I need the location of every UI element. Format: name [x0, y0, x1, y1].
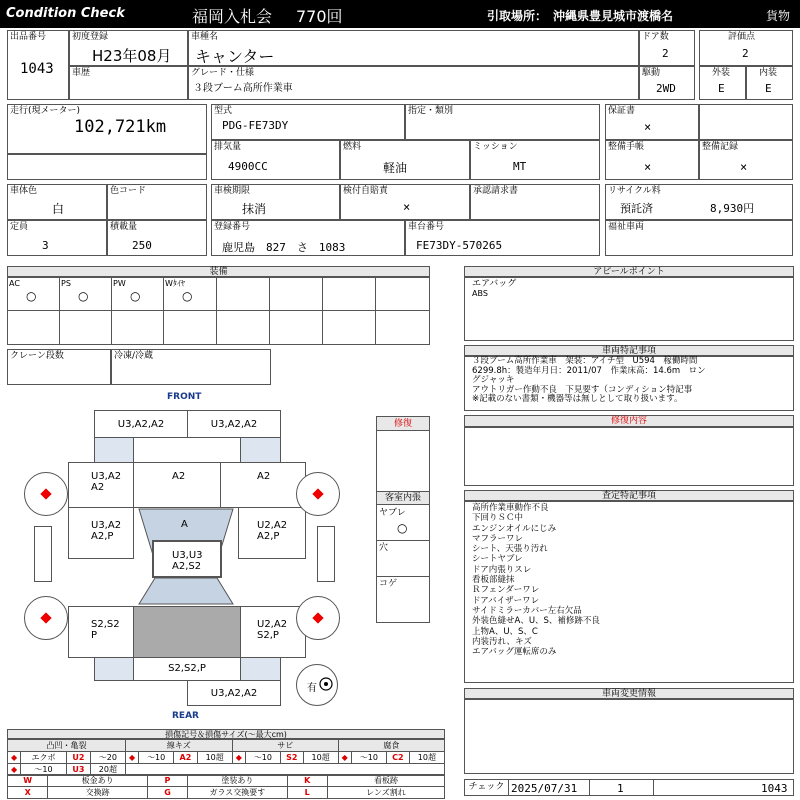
recycle-box [605, 184, 793, 220]
appraisal-line-3: マフラーワレ [472, 533, 524, 544]
legend-marker-icon: ◆ [8, 764, 21, 776]
cabin-ana-label: 穴 [379, 543, 389, 553]
legend-group-rust: サビ [232, 740, 338, 752]
repair-content-box [464, 427, 794, 486]
appraisal-line-9: ドアバイザーワレ [472, 595, 540, 606]
legend-code: U3 [66, 764, 90, 776]
wheel-front-right [296, 472, 340, 516]
legend-title: 損傷記号＆損傷サイズ(～最大cm) [7, 729, 445, 739]
check-label: チェック [465, 780, 509, 795]
legend-cell: ～10 [351, 752, 386, 764]
refrig-box [111, 349, 271, 385]
legend-code-p: P [147, 775, 187, 787]
cell-hood-left: A2 [133, 462, 221, 508]
refrig-label: 冷凍/冷蔵 [114, 351, 154, 361]
appraisal-line-14: エアバッグ運転席のみ [472, 647, 557, 658]
cell-rear-left-outer: S2,S2 P [68, 606, 134, 658]
legend-code-w-text: 板金あり [48, 775, 147, 787]
load: 250 [132, 239, 152, 252]
appraisal-line-6: ドア内張りスレ [472, 564, 532, 575]
inspection-label: 車検期限 [214, 186, 251, 196]
equipment-ps [59, 277, 112, 311]
body-color-box [7, 184, 107, 220]
front-label: FRONT [167, 392, 202, 402]
equipment-empty-9 [216, 310, 270, 345]
appraisal-line-8: Ｒフェンダーワレ [472, 585, 540, 596]
spare-tire [296, 664, 338, 706]
inspection: 抹消 [242, 202, 267, 216]
repair-content-title: 修復内容 [464, 415, 794, 427]
legend-cell: 10超 [197, 752, 232, 764]
interior-label: 内装 [759, 68, 778, 78]
legend-marker-icon: ◆ [338, 752, 351, 764]
fuel: 軽油 [383, 161, 408, 175]
appraisal-line-13: 内装汚れ、キズ [472, 636, 532, 647]
cell-rear-center: S2,S2,P [133, 657, 241, 681]
legend-cell: ～10 [21, 764, 67, 776]
warranty: × [644, 120, 652, 134]
equipment-ps-mark: ○ [78, 289, 89, 303]
cell-windshield: A [181, 519, 188, 530]
first-reg-box [69, 30, 188, 66]
damage-diagram [0, 388, 460, 728]
crane-label: クレーン段数 [10, 351, 64, 361]
chassis: FE73DY-570265 [416, 239, 503, 252]
special-line-1: 6299.8h：製造年月日：2011/07 作業床高：14.6m ロン [472, 365, 706, 376]
equipment-wtire-label: Wﾀｲﾔ [165, 279, 185, 288]
mission-label: ミッション [473, 142, 518, 152]
model: PDG-FE73DY [222, 119, 289, 132]
change-title: 車両変更情報 [464, 688, 794, 699]
repair-box [376, 416, 430, 492]
legend-marker-icon: ◆ [125, 752, 138, 764]
car-name-box [188, 30, 639, 66]
model-box [211, 104, 405, 140]
footer-divider-1 [589, 780, 590, 795]
appeal-line-0: エアバッグ [472, 279, 517, 289]
legend-code-g: G [147, 787, 187, 799]
legend-code: U2 [66, 752, 90, 764]
cell-rear-right-outer: U2,A2 S2,P [240, 606, 306, 658]
appraisal-title: 査定特記事項 [464, 490, 794, 501]
equipment-ps-label: PS [61, 279, 71, 288]
rear-window-shape [133, 576, 239, 606]
designation-label: 指定・類別 [408, 106, 454, 116]
displacement-box [211, 140, 340, 180]
equipment-pw [111, 277, 164, 311]
maintenance-record-box [699, 140, 793, 180]
special-text [472, 357, 706, 405]
doors: 2 [662, 47, 669, 60]
equipment-ac-mark: ○ [26, 289, 37, 303]
warranty-label: 保証書 [608, 106, 636, 116]
repair-label: 修復 [377, 417, 429, 431]
equipment-empty-3 [322, 277, 376, 311]
legend-marker-icon: ◆ [232, 752, 245, 764]
appraisal-line-12: 上物A、U、S、C [472, 626, 538, 637]
maintenance-record-label: 整備記録 [702, 142, 739, 152]
legend-code: S2 [280, 752, 303, 764]
cell-hood-right: A2 [220, 462, 306, 508]
special-box [464, 356, 794, 411]
appraisal-box [464, 501, 794, 683]
crane-box [7, 349, 111, 385]
chassis-label: 車台番号 [408, 222, 445, 232]
appeal-line-1: ABS [472, 289, 488, 298]
pickup-place: 沖縄県豊見城市渡橋名 [553, 9, 674, 23]
cabin-yabure-mark: ○ [397, 521, 408, 535]
rating-box [699, 30, 793, 66]
chassis-box [405, 220, 600, 256]
wheel-rear-right [296, 596, 340, 640]
vehicle-category: 貨物 [766, 9, 791, 23]
cell-rear-left-corner [94, 657, 134, 681]
interior-box [746, 66, 793, 100]
capacity: 3 [42, 239, 49, 252]
grade: ３段ブーム高所作業車 [193, 83, 293, 94]
legend-cell: 10超 [409, 752, 444, 764]
equipment-grid [7, 277, 430, 345]
recycle-status: 預託済 [620, 202, 653, 215]
spare-tire-label: 有 [307, 683, 317, 694]
special-line-2: グジャッキ [472, 375, 515, 386]
legend-code-x: X [8, 787, 48, 799]
maintenance-record: × [740, 160, 748, 174]
cell-front-mid [133, 437, 241, 463]
cell-front-right-corner [240, 437, 281, 463]
mileage-label: 走行(現メーター) [10, 106, 81, 116]
first-reg-label: 初度登録 [72, 32, 109, 42]
liability: × [403, 200, 411, 214]
change-box [464, 699, 794, 774]
color-code-box [107, 184, 207, 220]
cell-rear-deck [133, 606, 241, 658]
equipment-empty-1 [216, 277, 270, 311]
maintenance-book: × [644, 160, 652, 174]
cell-rear-right-corner [240, 657, 281, 681]
inspection-box [211, 184, 340, 220]
auction-number: 770回 [296, 7, 343, 26]
check-count: 1 [617, 782, 624, 795]
legend-group-corrosion: 腐食 [338, 740, 444, 752]
exterior-label: 外装 [712, 68, 731, 78]
cell-top-left: U3,A2,A2 [94, 410, 188, 438]
header-bar [0, 0, 800, 28]
capacity-box [7, 220, 107, 256]
equipment-wtire-mark: ○ [182, 289, 193, 303]
designation-box [405, 104, 600, 140]
wheel-rear-right-marker-icon [312, 612, 323, 623]
reg-no-box [211, 220, 405, 256]
special-line-4: ※記載のない書類・機器等は無しとして取り扱います。 [472, 394, 683, 405]
legend-group-scratch: 線キズ [125, 740, 232, 752]
drive-box [639, 66, 695, 100]
legend-code-k-text: 看板跡 [327, 775, 444, 787]
wheel-rear-left-marker-icon [40, 612, 51, 623]
cabin-koge-label: コゲ [379, 579, 398, 589]
legend-code-k: K [287, 775, 327, 787]
liability-label: 検付自賠責 [343, 186, 389, 196]
model-label: 型式 [214, 106, 233, 116]
footer-divider-2 [653, 780, 654, 795]
wheel-front-left-marker-icon [40, 488, 51, 499]
interior: E [765, 82, 772, 95]
mileage: 102,721km [74, 117, 167, 137]
body-color-label: 車体色 [10, 186, 38, 196]
equipment-empty-11 [322, 310, 376, 345]
check-date: 2025/07/31 [511, 782, 578, 795]
load-box [107, 220, 207, 256]
right-side-panel [317, 526, 335, 582]
appraisal-line-2: エンジンオイルにじみ [472, 523, 557, 534]
legend-size-table [7, 739, 445, 776]
warranty-box [605, 104, 699, 140]
legend-code-table [7, 774, 445, 799]
legend-cell: 20超 [90, 764, 125, 776]
lot-number-label: 出品番号 [10, 32, 47, 42]
legend-cell: ～10 [139, 752, 174, 764]
equipment-empty-6 [59, 310, 112, 345]
equipment-empty-7 [111, 310, 164, 345]
legend-code-p-text: 塗装あり [188, 775, 287, 787]
cabin-yabure-label: ヤブレ [379, 508, 406, 518]
special-title: 車両特記事項 [464, 345, 794, 356]
appraisal-line-4: シート、天張り汚れ [472, 544, 548, 555]
appraisal-line-1: 下回りＳＣ中 [472, 513, 524, 524]
history-label: 車歴 [72, 68, 91, 78]
maintenance-book-box [605, 140, 699, 180]
lot-number-box [7, 30, 69, 100]
equipment-ac-label: AC [9, 279, 20, 288]
equipment-ac [7, 277, 60, 311]
reg-no-label: 登録番号 [214, 222, 251, 232]
appraisal-text [472, 503, 600, 657]
rating: 2 [742, 47, 749, 60]
mileage-box [7, 104, 207, 154]
color-code-label: 色コード [110, 186, 147, 196]
legend-cell: ～20 [90, 752, 125, 764]
legend-code-l: L [287, 787, 327, 799]
wheel-front-left [24, 472, 68, 516]
cell-front-left-corner [94, 437, 134, 463]
appraisal-line-10: サイドミラーカバー左右欠品 [472, 605, 582, 616]
equipment-wtire [163, 277, 217, 311]
legend-marker-icon: ◆ [8, 752, 21, 764]
legend-code-l-text: レンズ割れ [327, 787, 444, 799]
exterior: E [718, 82, 725, 95]
appraisal-line-7: 看板部縫抹 [472, 575, 515, 586]
left-side-panel [34, 526, 52, 582]
legend-code: A2 [174, 752, 197, 764]
grade-label: グレード・仕様 [191, 68, 255, 78]
equipment-empty-5 [7, 310, 60, 345]
appeal-title: アピールポイント [464, 266, 794, 277]
doors-box [639, 30, 695, 66]
load-label: 積載量 [110, 222, 138, 232]
wheel-rear-left [24, 596, 68, 640]
cabin-box [376, 491, 430, 623]
cell-mid-right-outer: U2,A2 A2,P [238, 507, 306, 559]
cabin-title: 客室内張 [377, 492, 429, 505]
legend-code: C2 [386, 752, 409, 764]
appraisal-line-0: 高所作業車動作不良 [472, 503, 549, 513]
spare-tire-icon [319, 677, 333, 691]
equipment-empty-2 [269, 277, 323, 311]
check-lot: 1043 [761, 782, 788, 795]
mileage-blank [7, 154, 207, 180]
body-color: 白 [52, 202, 65, 216]
grade-box [188, 66, 639, 100]
warranty-blank [699, 104, 793, 140]
appraisal-line-11: 外装色縫せA、U、S、補修跡不良 [472, 616, 600, 627]
wheel-front-right-marker-icon [312, 488, 323, 499]
legend-code-w: W [8, 775, 48, 787]
approval-label: 承認請求書 [473, 186, 519, 196]
cell-top-right: U3,A2,A2 [187, 410, 281, 438]
legend-cell: エクボ [21, 752, 67, 764]
rating-label: 評価点 [728, 32, 756, 42]
mission-box [470, 140, 600, 180]
form-title: Condition Check [6, 6, 125, 21]
special-line-0: ３段ブーム高所作業車 架装：アイチ型 U594 稼働時間 [472, 356, 698, 366]
damage-legend [7, 729, 445, 797]
legend-code-g-text: ガラス交換要す [188, 787, 287, 799]
welfare-box [605, 220, 793, 256]
recycle-label: リサイクル料 [608, 186, 661, 196]
cell-bottom-right: U3,A2,A2 [187, 680, 281, 706]
equipment-empty-8 [163, 310, 217, 345]
appeal-box [464, 277, 794, 341]
displacement-label: 排気量 [214, 142, 242, 152]
appraisal-line-5: シートヤブレ [472, 554, 523, 565]
first-reg: H23年08月 [92, 47, 172, 65]
special-line-3: アウトリガー作動不良 下見要す（コンディション特記事 [472, 384, 693, 395]
welfare-label: 福祉車両 [608, 222, 645, 232]
fuel-box [340, 140, 470, 180]
equipment-pw-label: PW [113, 279, 126, 288]
legend-cell: 10超 [303, 752, 338, 764]
capacity-label: 定員 [10, 222, 29, 232]
auction-name: 福岡入札会 [192, 7, 273, 26]
liability-box [340, 184, 470, 220]
rear-label: REAR [172, 711, 199, 721]
doors-label: ドア数 [642, 32, 669, 42]
cell-roof: U3,U3 A2,S2 [152, 540, 222, 578]
lot-number: 1043 [20, 61, 54, 77]
car-name: キャンター [195, 47, 275, 66]
maintenance-book-label: 整備手帳 [608, 142, 645, 152]
cell-front-left-outer: U3,A2 A2 [68, 462, 134, 508]
check-footer [464, 779, 794, 796]
legend-code-x-text: 交換跡 [48, 787, 147, 799]
approval-box [470, 184, 600, 220]
recycle-fee: 8,930円 [710, 202, 755, 215]
car-name-label: 車種名 [191, 32, 219, 42]
drive-label: 駆動 [642, 68, 661, 78]
exterior-box [699, 66, 746, 100]
displacement: 4900CC [228, 160, 268, 173]
history-box [69, 66, 188, 100]
equipment-empty-10 [269, 310, 323, 345]
pickup-label: 引取場所： [487, 9, 548, 23]
equipment-title: 装備 [7, 266, 430, 277]
cell-mid-left-outer: U3,A2 A2,P [68, 507, 134, 559]
legend-cell: ～10 [245, 752, 280, 764]
equipment-empty-4 [375, 277, 430, 311]
reg-no: 鹿児島 827 さ 1083 [222, 241, 346, 254]
legend-group-dent: 凸凹・亀裂 [8, 740, 126, 752]
cabin-divider-2 [377, 576, 429, 577]
equipment-empty-12 [375, 310, 430, 345]
fuel-label: 燃料 [343, 142, 362, 152]
cabin-divider-1 [377, 540, 429, 541]
mission: MT [513, 160, 527, 173]
equipment-pw-mark: ○ [130, 289, 141, 303]
drive: 2WD [656, 82, 676, 95]
